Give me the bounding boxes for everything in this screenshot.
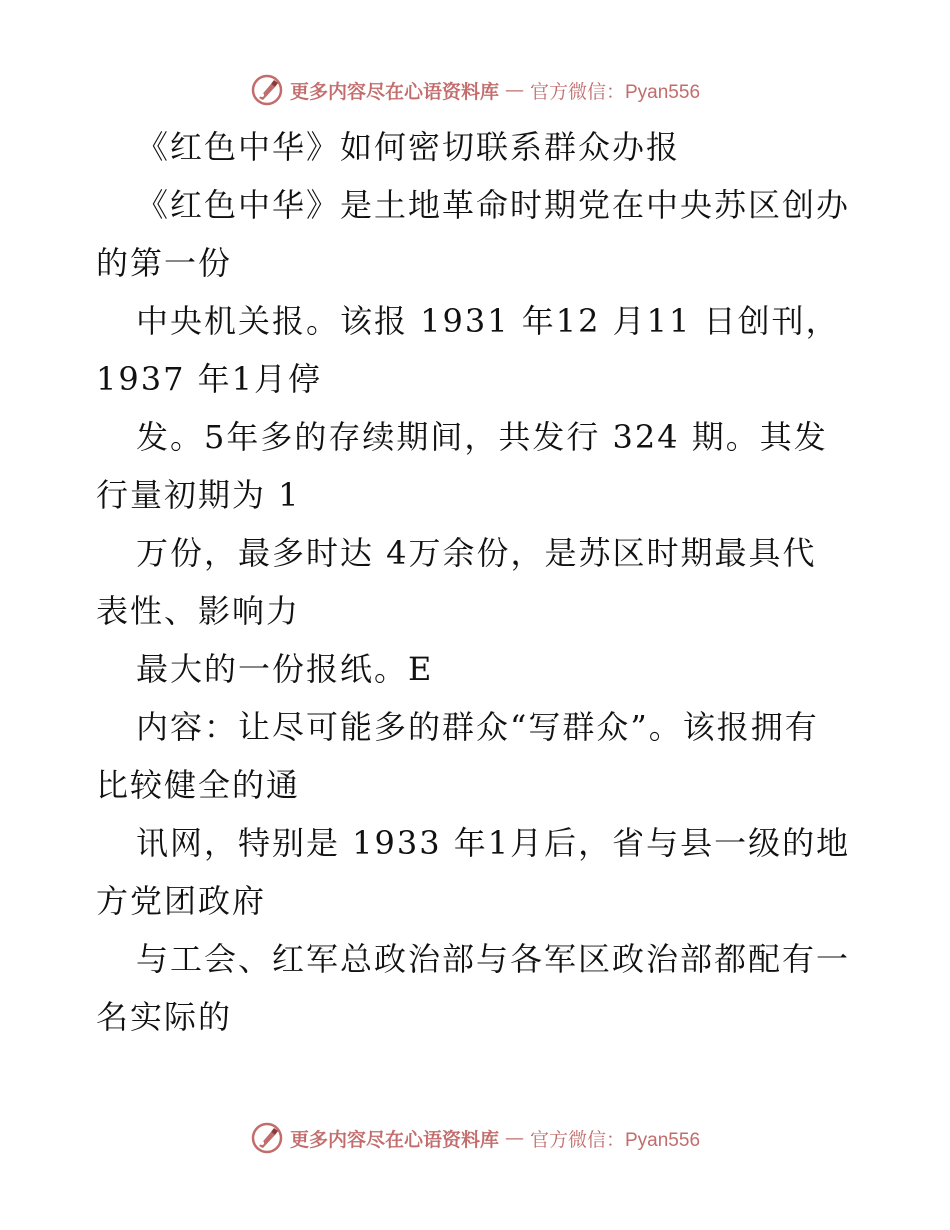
footer-banner <box>0 1118 950 1158</box>
paragraph-line: 发。5年多的存续期间，共发行 324 期。其发 <box>136 418 828 456</box>
paragraph-line: 与工会、红军总政治部与各军区政治部都配有一 <box>136 940 851 978</box>
paragraph-line: 《红色中华》是土地革命时期党在中央苏区创办 <box>136 186 851 224</box>
banner-separator: — <box>505 79 524 101</box>
paragraph-line: 最大的一份报纸。E <box>136 650 434 688</box>
paragraph-line: 的第一份 <box>96 244 233 282</box>
document-title: 《红色中华》如何密切联系群众办报 <box>136 128 681 166</box>
paragraph-line: 讯网，特别是 1933 年1月后，省与县一级的地 <box>136 824 851 862</box>
paragraph-line: 名实际的 <box>96 998 233 1036</box>
paragraph-line: 1937 年1月停 <box>96 360 322 398</box>
pen-nib-logo-icon <box>250 73 284 107</box>
banner-separator: — <box>505 1127 524 1149</box>
banner-contact-text: 官方微信：Pyan556 <box>530 81 701 103</box>
banner-site-text: 更多内容尽在心语资料库 <box>289 80 499 103</box>
document-body <box>96 118 856 1046</box>
paragraph-line: 表性、影响力 <box>96 592 301 630</box>
header-banner <box>0 70 950 110</box>
paragraph-line: 行量初期为 1 <box>96 476 301 514</box>
paragraph-line: 内容：让尽可能多的群众“写群众”。该报拥有 <box>136 708 819 746</box>
paragraph-line: 万份，最多时达 4万余份，是苏区时期最具代 <box>136 534 817 572</box>
banner-site-text: 更多内容尽在心语资料库 <box>289 1128 499 1151</box>
paragraph-line: 比较健全的通 <box>96 766 301 804</box>
paragraph-line: 方党团政府 <box>96 882 267 920</box>
banner-contact-text: 官方微信：Pyan556 <box>530 1129 701 1151</box>
pen-nib-logo-icon <box>250 1121 284 1155</box>
paragraph-line: 中央机关报。该报 1931 年12 月11 日创刊， <box>136 302 840 340</box>
